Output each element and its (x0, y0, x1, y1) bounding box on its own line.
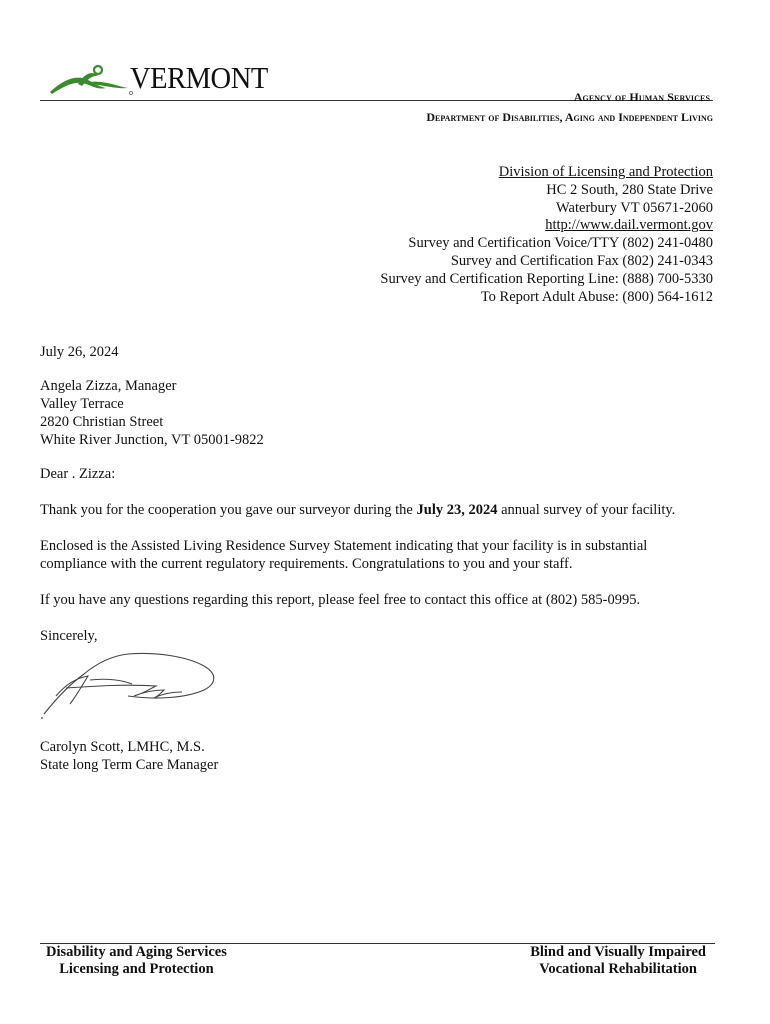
paragraph-3: If you have any questions regarding this report, please feel free to contact this office at (802) 585-0995. (40, 592, 641, 608)
contact-block (380, 164, 713, 306)
recipient-line: Valley Terrace (40, 396, 124, 412)
footer-right-line-2: Vocational Rehabilitation (539, 961, 697, 977)
reporting-line: Survey and Certification Reporting Line: (888) 700-5330 (380, 270, 713, 287)
p1-text-end: annual survey of your facility. (497, 502, 676, 518)
fax-number: Survey and Certification Fax (802) 241-0343 (450, 252, 713, 269)
p1-text: Thank you for the cooperation you gave our surveyor during the (40, 502, 417, 518)
recipient-line: White River Junction, VT 05001-9822 (40, 432, 264, 448)
address-line-1: HC 2 South, 280 State Drive (546, 181, 713, 198)
footer-left-line-1: Disability and Aging Services (46, 944, 227, 960)
signer-title: State long Term Care Manager (40, 757, 219, 773)
signer-name: Carolyn Scott, LMHC, M.S. (40, 739, 205, 755)
paragraph-1 (40, 501, 720, 519)
abuse-line: To Report Adult Abuse: (800) 564-1612 (480, 288, 713, 305)
paragraph-2-line-2: compliance with the current regulatory requirements. Congratulations to you and your staff. (40, 556, 573, 572)
footer-right-line-1: Blind and Visually Impaired (530, 944, 706, 960)
recipient-line: Angela Zizza, Manager (40, 378, 177, 394)
letter-date: July 26, 2024 (40, 344, 119, 360)
department-name: Department of Disabilities, Aging and Independent Living (426, 110, 713, 124)
website-link[interactable]: http://www.dail.vermont.gov (545, 217, 713, 234)
footer-right (530, 944, 706, 978)
letter-body (40, 343, 720, 645)
closing: Sincerely, (40, 628, 98, 644)
paragraph-2-line-1: Enclosed is the Assisted Living Residence Survey Statement indicating that your facility is in substantial (40, 538, 648, 554)
handwritten-signature (36, 644, 226, 724)
salutation: Dear . Zizza: (40, 466, 116, 482)
footer-left-line-2: Licensing and Protection (59, 961, 214, 977)
address-line-2: Waterbury VT 05671-2060 (556, 199, 713, 216)
recipient-line: 2820 Christian Street (40, 414, 164, 430)
logo-wordmark: VERMONT (130, 60, 268, 95)
agency-name: Agency of Human Services (573, 90, 710, 104)
signer-block (40, 738, 218, 774)
voice-phone: Survey and Certification Voice/TTY (802) 241-0480 (408, 235, 713, 252)
survey-date: July 23, 2024 (416, 502, 498, 518)
footer-left (46, 944, 227, 978)
division-name: Division of Licensing and Protection (498, 164, 713, 180)
